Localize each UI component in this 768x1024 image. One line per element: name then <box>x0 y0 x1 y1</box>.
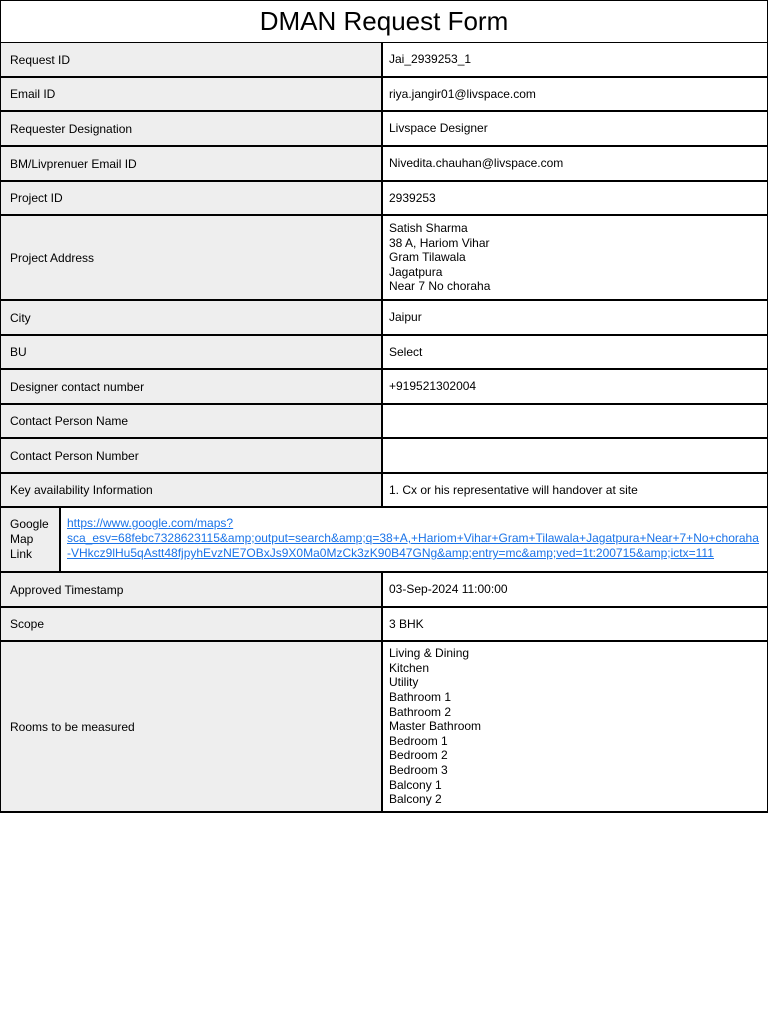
field-label: Project Address <box>1 216 383 299</box>
row-designer-contact-number <box>0 370 768 405</box>
field-value <box>61 508 767 571</box>
row-scope <box>0 608 768 642</box>
map-link-line[interactable]: https://www.google.com/maps? <box>67 516 234 530</box>
row-bm-email-id <box>0 147 768 182</box>
field-value: Living & Dining Kitchen Utility Bathroom 1 Bathroom 2 Master Bathroom Bedroom 1 Bedroom 2 Bedroom 3 Balcony 1 Balcony 2 <box>389 646 482 807</box>
row-contact-person-name <box>0 405 768 439</box>
google-map-link[interactable] <box>67 516 759 561</box>
map-link-line[interactable]: -VHkcz9lHu5qAstt48fjpyhEvzNE7OBxJs9X0Ma0MzCk3zK90B47GNg&amp;entry=mc&amp;ved=1t:200715&amp;ictx=111 <box>67 546 714 560</box>
field-value: 2939253 <box>389 190 436 205</box>
field-label: Project ID <box>1 182 383 214</box>
field-label: Google Map Link <box>1 508 61 571</box>
field-value: Satish Sharma 38 A, Hariom Vihar Gram Tilawala Jagatpura Near 7 No choraha <box>389 221 491 294</box>
row-city <box>0 301 768 336</box>
field-label: Rooms to be measured <box>1 642 383 811</box>
row-google-map-link <box>0 508 768 573</box>
field-value <box>383 405 767 437</box>
field-value: Jaipur <box>389 310 422 325</box>
field-value: Nivedita.chauhan@livspace.com <box>389 156 564 171</box>
field-value: Select <box>389 344 423 359</box>
field-label: Contact Person Number <box>1 439 383 472</box>
row-requester-designation <box>0 112 768 147</box>
field-label: BM/Livprenuer Email ID <box>1 147 383 180</box>
row-contact-person-number <box>0 439 768 474</box>
row-approved-timestamp <box>0 573 768 608</box>
field-value: +919521302004 <box>389 379 477 394</box>
field-label: City <box>1 301 383 334</box>
row-rooms-to-be-measured <box>0 642 768 813</box>
row-key-availability <box>0 474 768 508</box>
row-bu <box>0 336 768 370</box>
field-label: Scope <box>1 608 383 640</box>
map-link-line[interactable]: sca_esv=68febc7328623115&amp;output=search&amp;q=38+A,+Hariom+Vihar+Gram+Tilawala+Jagatpura+Near+7+No+choraha <box>67 531 759 545</box>
row-project-id <box>0 182 768 216</box>
field-value: Livspace Designer <box>389 121 488 136</box>
field-value: 03-Sep-2024 11:00:00 <box>389 582 508 597</box>
row-request-id <box>0 43 768 78</box>
field-label: Requester Designation <box>1 112 383 145</box>
field-label: Designer contact number <box>1 370 383 403</box>
form-title: DMAN Request Form <box>0 0 768 43</box>
field-value: riya.jangir01@livspace.com <box>389 86 536 101</box>
row-project-address <box>0 216 768 301</box>
field-value: Jai_2939253_1 <box>389 52 472 67</box>
field-value: 3 BHK <box>389 616 424 631</box>
field-label: BU <box>1 336 383 368</box>
field-label: Approved Timestamp <box>1 573 383 606</box>
field-label: Request ID <box>1 43 383 76</box>
field-label: Email ID <box>1 78 383 110</box>
field-value: 1. Cx or his representative will handover at site <box>389 482 638 497</box>
field-value <box>383 439 767 472</box>
row-email-id <box>0 78 768 112</box>
field-label: Key availability Information <box>1 474 383 506</box>
field-label: Contact Person Name <box>1 405 383 437</box>
